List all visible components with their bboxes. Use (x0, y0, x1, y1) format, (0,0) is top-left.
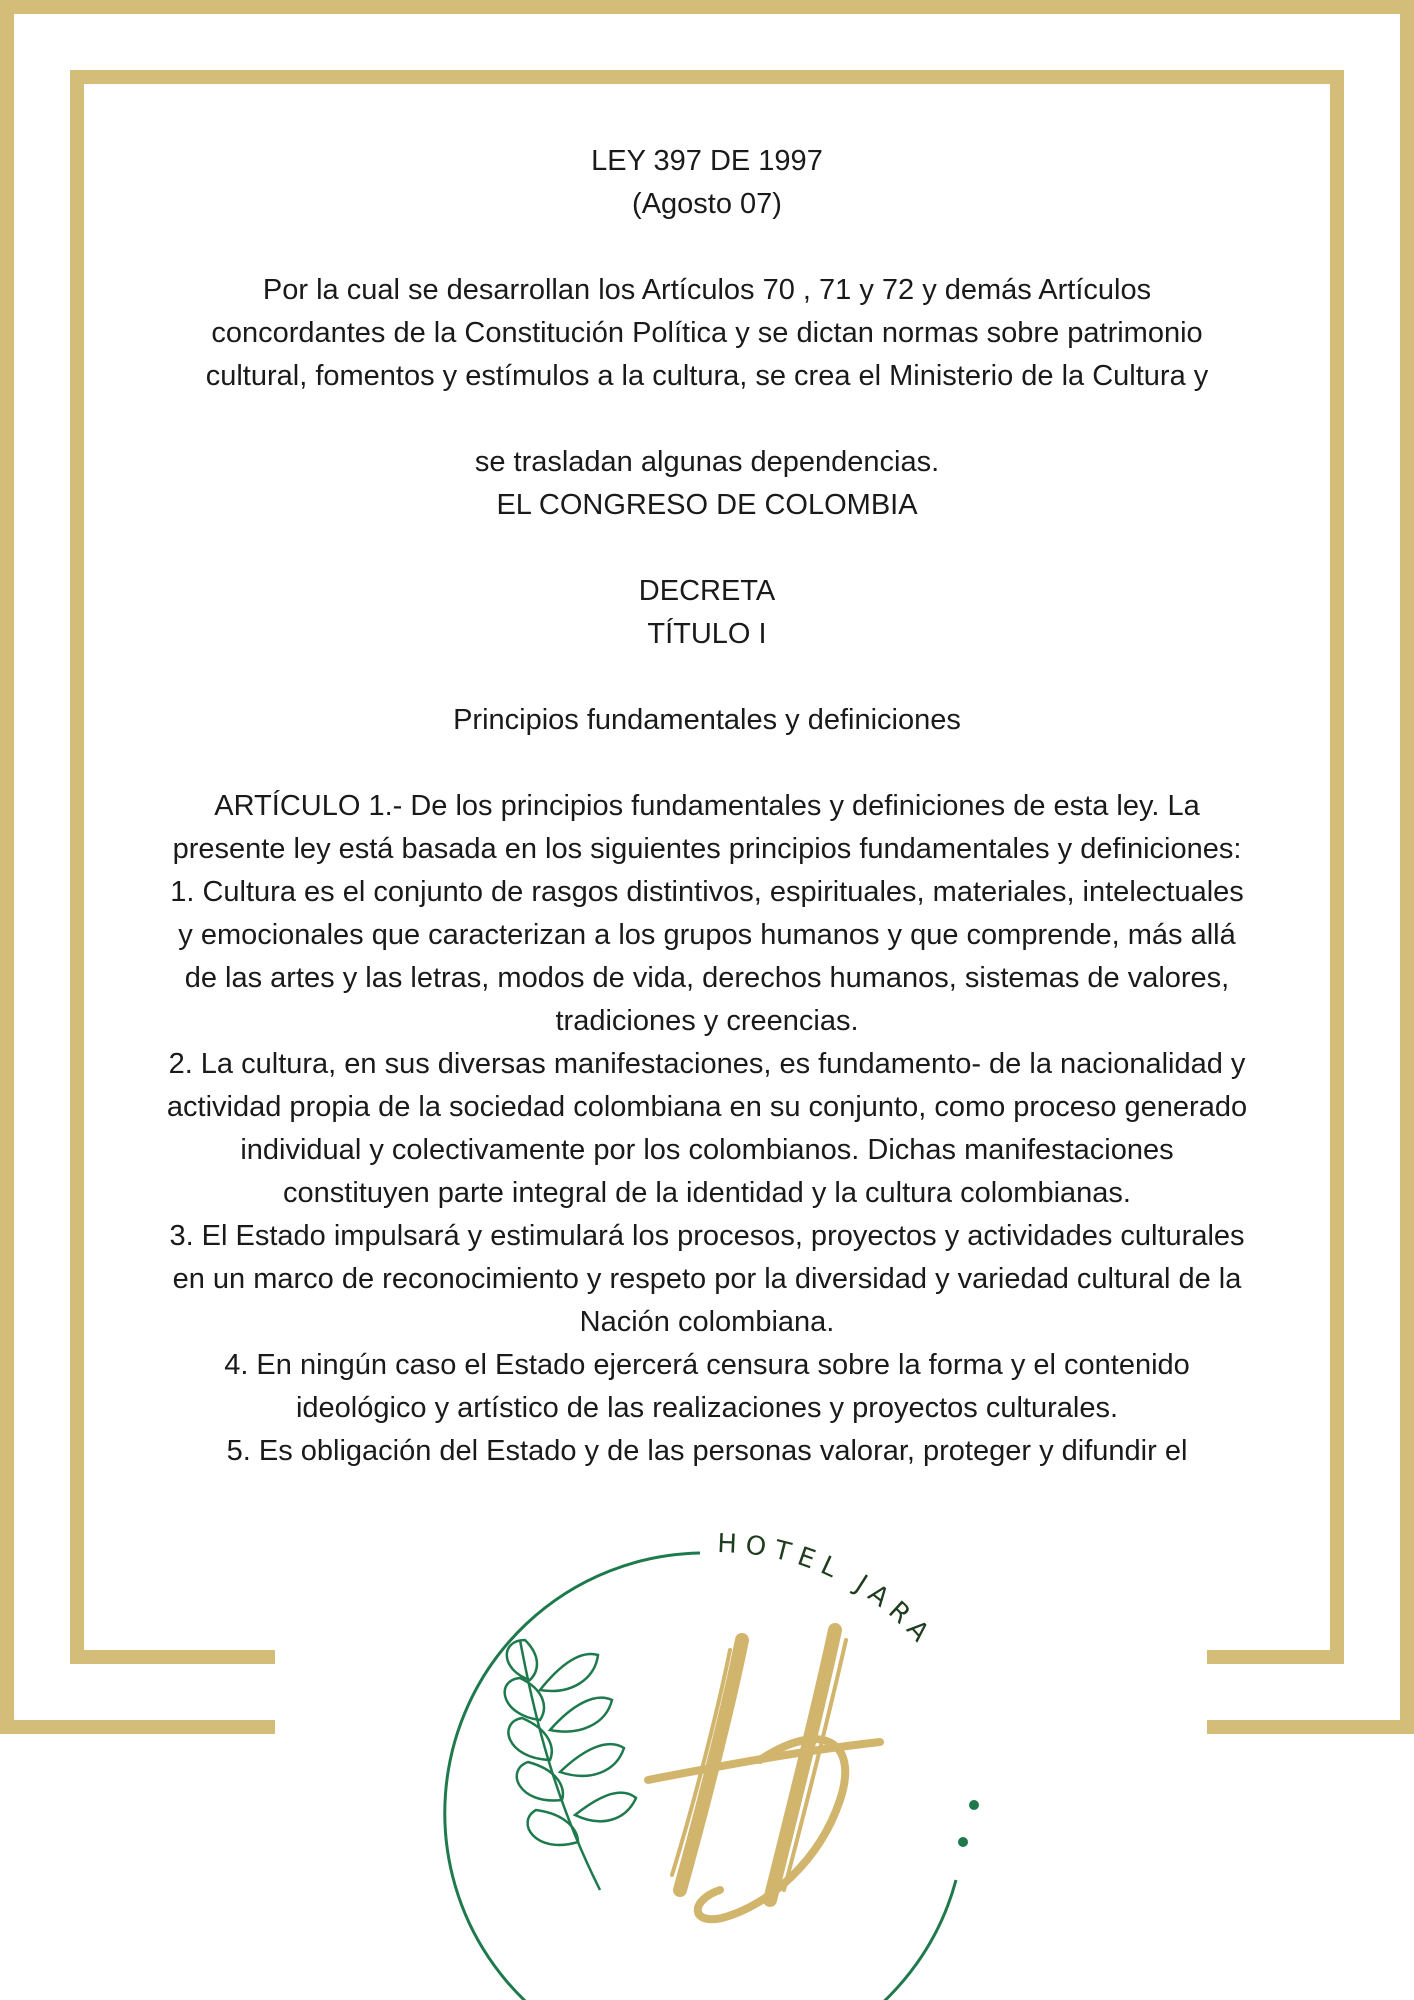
congress-heading: EL CONGRESO DE COLOMBIA (496, 489, 918, 521)
body-line: ARTÍCULO 1.- De los principios fundamentales y definiciones de esta ley. La (214, 790, 1200, 822)
body-line: ideológico y artístico de las realizaciones y proyectos culturales. (295, 1392, 1119, 1424)
title-heading: TÍTULO I (647, 618, 767, 650)
summary-line: cultural, fomentos y estímulos a la cultura, se crea el Ministerio de la Cultura y (205, 360, 1209, 392)
body-line: individual y colectivamente por los colombianos. Dichas manifestaciones (240, 1134, 1174, 1166)
brand-name: HOTEL JARA (716, 1528, 940, 1654)
law-date: (Agosto 07) (632, 188, 782, 220)
section-heading: Principios fundamentales y definiciones (453, 704, 961, 736)
decree-heading: DECRETA (638, 575, 776, 607)
law-document (105, 140, 1309, 1473)
body-line: 1. Cultura es el conjunto de rasgos distintivos, espirituales, materiales, intelectuales (170, 876, 1244, 908)
body-line: 5. Es obligación del Estado y de las personas valorar, proteger y difundir el (226, 1435, 1188, 1467)
body-line: 3. El Estado impulsará y estimulará los procesos, proyectos y actividades culturales (169, 1220, 1245, 1252)
law-title: LEY 397 DE 1997 (591, 145, 823, 177)
body-line: Nación colombiana. (579, 1306, 835, 1338)
body-line: constituyen parte integral de la identidad y la cultura colombianas. (283, 1177, 1131, 1209)
body-line: de las artes y las letras, modos de vida, derechos humanos, sistemas de valores, (184, 962, 1230, 994)
body-line: en un marco de reconocimiento y respeto por la diversidad y variedad cultural de la (172, 1263, 1242, 1295)
summary-end: se trasladan algunas dependencias. (474, 446, 940, 478)
body-line: actividad propia de la sociedad colombiana en su conjunto, como proceso generado (166, 1091, 1248, 1123)
body-line: 4. En ningún caso el Estado ejercerá censura sobre la forma y el contenido (224, 1349, 1190, 1381)
body-line: tradiciones y creencias. (555, 1005, 859, 1037)
body-line: 2. La cultura, en sus diversas manifestaciones, es fundamento- de la nacionalidad y (168, 1048, 1246, 1080)
body-line: y emocionales que caracterizan a los grupos humanos y que comprende, más allá (178, 919, 1236, 951)
summary-line: concordantes de la Constitución Política y se dictan normas sobre patrimonio (211, 317, 1203, 349)
body-line: presente ley está basada en los siguientes principios fundamentales y definiciones: (172, 833, 1242, 865)
summary-line: Por la cual se desarrollan los Artículos 70 , 71 y 72 y demás Artículos (262, 274, 1152, 306)
